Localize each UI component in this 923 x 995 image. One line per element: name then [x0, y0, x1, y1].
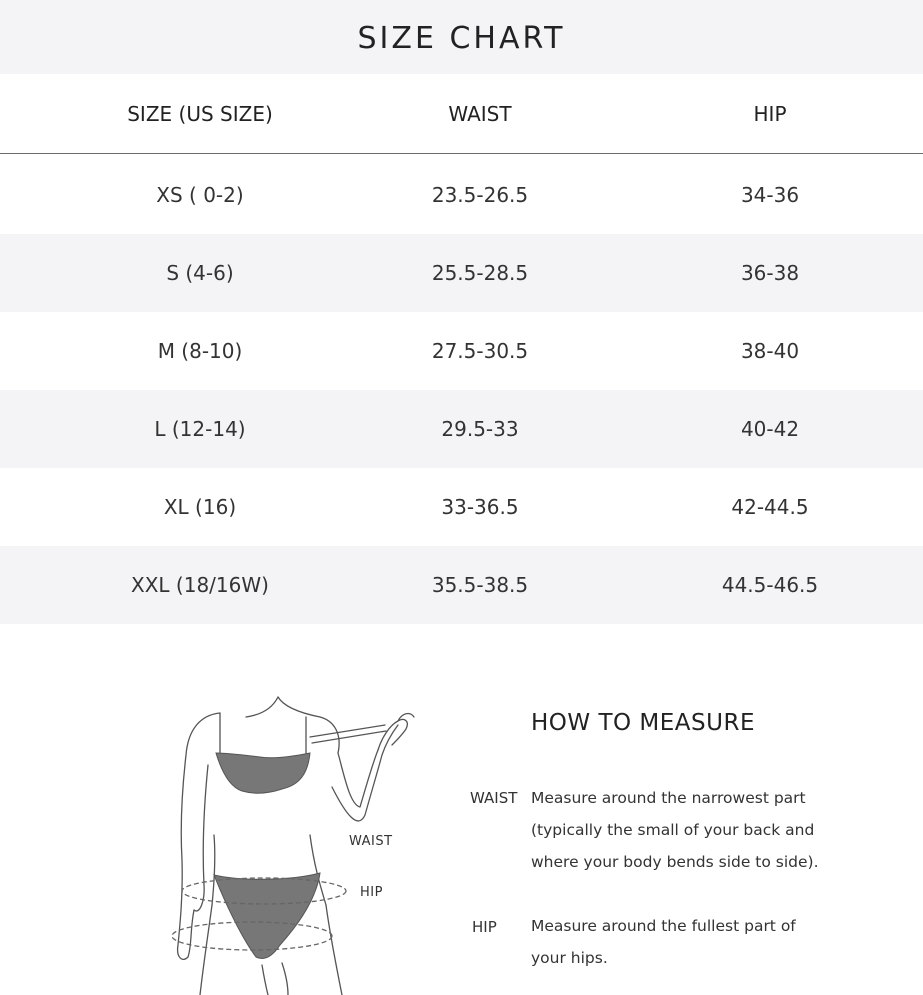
size-cell: M (8-10)	[157, 339, 243, 363]
hip-instruction-label: HIP	[472, 918, 497, 936]
text-line: your hips.	[531, 949, 608, 967]
waist-cell: 35.5-38.5	[431, 573, 529, 597]
table-row	[0, 156, 923, 234]
table-row	[0, 234, 923, 312]
hip-cell: 40-42	[740, 417, 800, 441]
waist-cell: 27.5-30.5	[431, 339, 529, 363]
waist-instruction-text	[531, 782, 819, 878]
waist-cell: 29.5-33	[441, 417, 519, 441]
figure-label-hip: HIP	[360, 885, 383, 900]
size-cell: XS ( 0-2)	[156, 183, 244, 207]
column-header-waist: WAIST	[448, 101, 512, 126]
table-row	[0, 468, 923, 546]
hip-cell: 36-38	[740, 261, 800, 285]
table-row	[0, 312, 923, 390]
waist-cell: 33-36.5	[441, 495, 519, 519]
table-row	[0, 390, 923, 468]
waist-cell: 23.5-26.5	[431, 183, 529, 207]
size-cell: L (12-14)	[154, 417, 246, 441]
column-header-hip: HIP	[753, 101, 787, 126]
waist-cell: 25.5-28.5	[431, 261, 529, 285]
column-header-size: SIZE (US SIZE)	[127, 101, 273, 126]
text-line: (typically the small of your back and	[531, 821, 815, 839]
title-bar	[0, 0, 923, 74]
size-cell: S (4-6)	[166, 261, 234, 285]
hip-cell: 34-36	[740, 183, 800, 207]
waist-instruction-label: WAIST	[470, 789, 518, 807]
table-header	[0, 74, 923, 154]
how-to-measure-title: HOW TO MEASURE	[531, 710, 755, 736]
text-line: Measure around the narrowest part	[531, 789, 806, 807]
text-line: where your body bends side to side).	[531, 853, 819, 871]
size-cell: XL (16)	[163, 495, 237, 519]
figure-label-waist: WAIST	[349, 834, 393, 849]
table-row	[0, 546, 923, 624]
hip-instruction-text	[531, 910, 796, 974]
hip-cell: 42-44.5	[731, 495, 809, 519]
hip-cell: 44.5-46.5	[721, 573, 819, 597]
size-cell: XXL (18/16W)	[131, 573, 269, 597]
text-line: Measure around the fullest part of	[531, 917, 796, 935]
page-title: SIZE CHART	[357, 20, 566, 56]
hip-cell: 38-40	[740, 339, 800, 363]
how-to-measure-section	[0, 640, 923, 989]
